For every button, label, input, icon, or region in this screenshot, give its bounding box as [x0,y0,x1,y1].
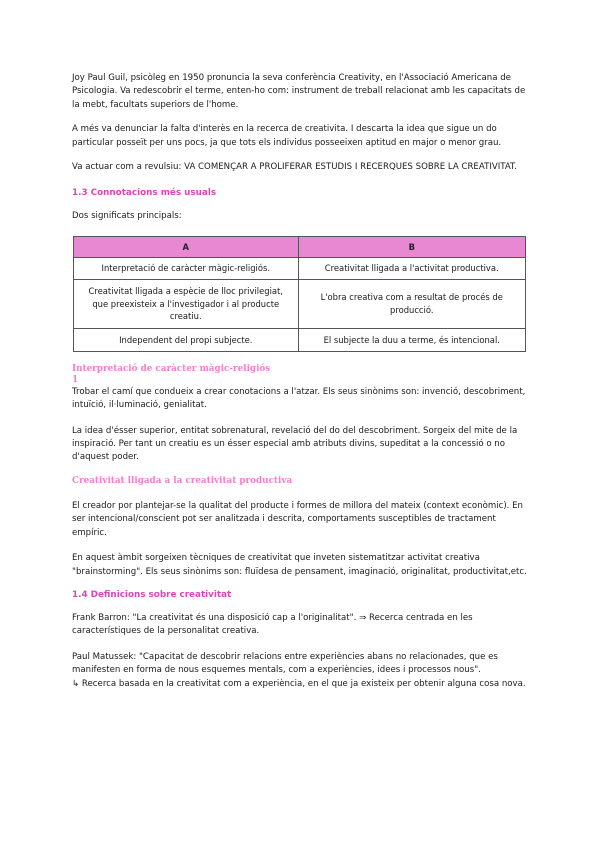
paragraph-research: A més va denunciar la falta d'interès en la recerca de creativita. I descarta la idea que sigue un do particular posseït per uns pocs, ja que tots els individus posseeixen aptitud en major o menor grau. [72,124,502,148]
paragraph-magic-1: Trobar el camí que condueix a crear conotacions a l'atzar. Els seus sinònims son: invenció, descobriment, intuïció, il·luminació, genialitat. [72,386,526,411]
paragraph-matussek: Paul Matussek: "Capacitat de descobrir relacions entre experiències abans no relacionades, que es manifesten en forma de nous esquemes mentals, com a experiències, idees i processos nous". [72,651,498,676]
table-cell: Independent del propi subjecte. [74,328,299,351]
document-page [72,72,532,691]
table-row [74,328,526,351]
heading-number: 1 [72,374,79,385]
table-cell: Creativitat lligada a espècie de lloc privilegiat, que preexisteix a l'investigador i al producte creatiu. [74,279,299,328]
table-cell: Interpretació de caràcter màgic-religiós. [74,257,299,279]
paragraph-barron: Frank Barron: "La creativitat és una disposició cap a l'originalitat". ⇒ Recerca centrada en les característiques de la personalitat creativa. [72,612,473,637]
heading-definicions: 1.4 Definicions sobre creativitat [72,589,232,600]
heading-magic-religios: Interpretació de caràcter màgic-religiós [72,363,271,374]
table-header-a: A [74,236,299,257]
paragraph-magic-2: La idea d'ésser superior, entitat sobrenatural, revelació del do del descobriment. Sorgeix del mite de la inspiració. Per tant un creatiu es un ésser especial amb atributs divins, supeditat a la concessió o no d'aquest poder. [72,425,518,463]
table-header-b: B [298,236,525,257]
paragraph-productive-1: El creador por plantejar-se la qualitat del producte i formes de millora del mateix (context econòmic). En ser intencional/conscient pot ser analitzada i descrita, comportaments susceptibles de tractament empíric. [72,500,524,538]
paragraph-matussek-note: ↳ Recerca basada en la creativitat com a experiència, en el que ja existeix per obtenir alguna cosa nova. [72,678,526,689]
paragraph-revulsiu: Va actuar com a revulsiu: VA COMENÇAR A PROLIFERAR ESTUDIS I RECERQUES SOBRE LA CREATIVITAT. [72,162,518,173]
table-cell: El subjecte la duu a terme, és intencional. [298,328,525,351]
table-header-row [74,236,526,257]
paragraph-productive-2: En aquest àmbit sorgeixen tècniques de creativitat que inveten sistematitzar activitat creativa "brainstorming". Els seus sinònims son: fluïdesa de pensament, imaginació, originalitat, productivitat,etc. [72,553,527,577]
paragraph-dos-significats: Dos significats principals: [72,211,182,222]
heading-creativitat-productiva: Creativitat lligada a la creativitat productiva [72,475,293,486]
comparison-table [73,236,526,352]
table-row [74,257,526,279]
table-cell: L'obra creativa com a resultat de procés de producció. [298,279,525,328]
table-row [74,279,526,328]
heading-connotacions: 1.3 Connotacions més usuals [72,188,217,199]
paragraph-guilford: Joy Paul Guil, psicòleg en 1950 pronuncia la seva conferència Creativity, en l'Associació Americana de Psicologia. Va redescobrir el terme, enten-ho com: instrument de treball relacionat amb les capacitats de la mebt, facultats superiors de l'home. [72,73,526,110]
table-cell: Creativitat lligada a l'activitat productiva. [298,257,525,279]
